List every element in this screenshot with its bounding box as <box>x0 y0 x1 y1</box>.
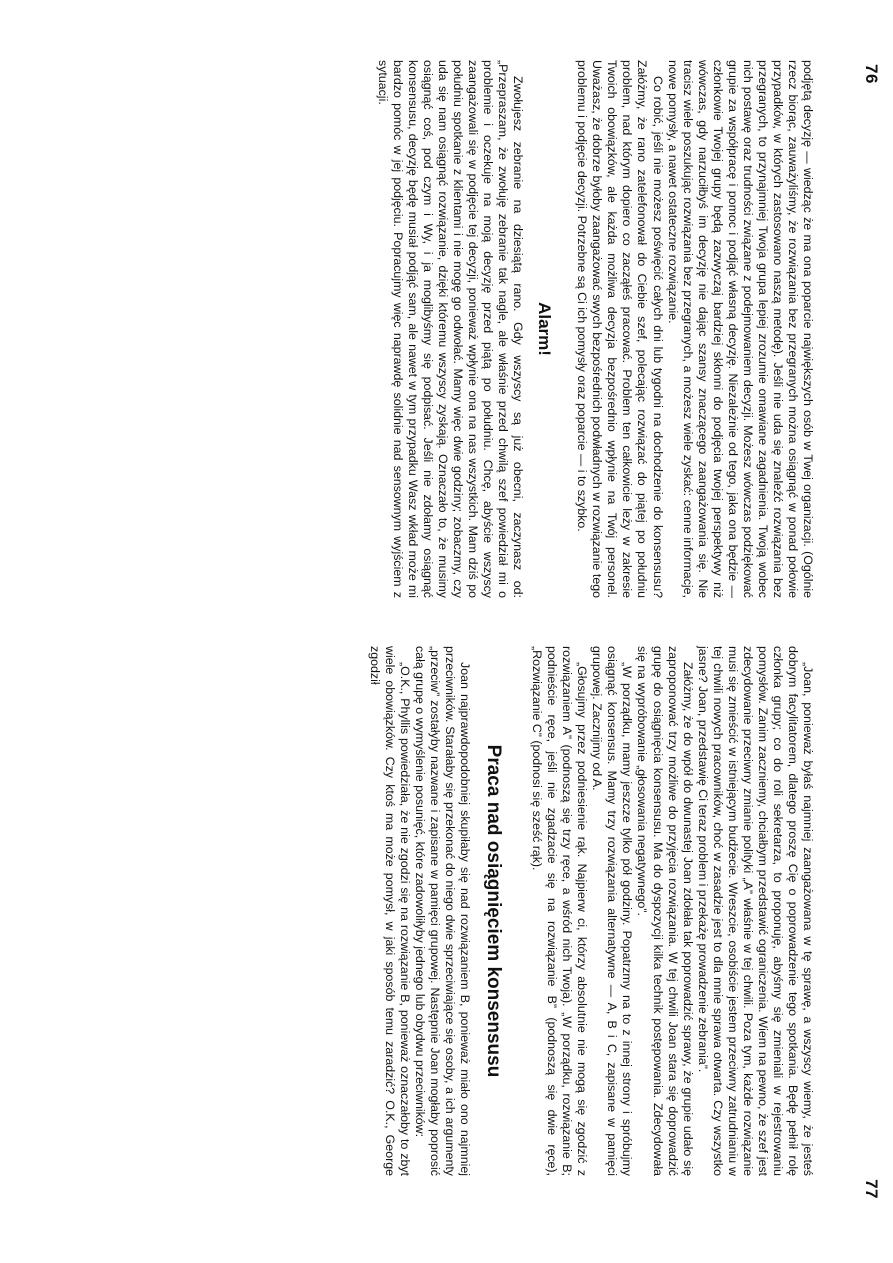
page-number-76: 76 <box>862 64 881 84</box>
paragraph: Joan najprawdopodobniej skupiłaby się nad rozwiązaniem B, ponieważ miało ono najmniej przeciwników. Starałaby się przekonać do niego dwie sprzeciwiające się osoby, a ich argumenty „przeciw” zostałyby nazwane i zapisane w pamięci grupowej. Następnie Joan mogłaby poprosić całą grupę o wymyślenie posunięć, które zadowoliłyby jednego lub obydwu przeciwników: <box>412 646 473 1176</box>
paragraph: „W porządku, mamy jeszcze tylko pół godziny. Popatrzmy na to z innej strony i spróbujmy osiągnąć konsensus. Mamy trzy rozwiązania alternatywne — A, B i C, zapisane w pamięci grupowej. Zacznijmy od A. <box>590 646 635 1176</box>
paragraph: Zwołujesz zebranie na dziesiątą rano. Gdy wszyscy są już obecni, zaczynasz od: „Przepraszam, że zwołuję zebranie tak nagle, ale właśnie przed chwilą szef powiedział mi o problemie i oczekuje na moją decyzję przed piątą po południu. Chcę, abyście wszyscy zaangażowali się w podjęcie tej decyzji, ponieważ wpłynie ona na nas wszystkich. Mam dziś po południu spotkanie z klientami i nie mogę go odwołać. Mamy więc dwie godziny; zobaczmy, czy uda się nam osiągnąć rozwiązanie, dzięki któremu wszyscy zyskają. Oznaczało to, że musimy osiągnąć coś, pod czym i Wy, i ja moglibyśmy się podpisać. Jeśli nie zdołamy osiągnąć konsensusu, decyzję będę musiał podjąć sam, ale nawet w tym przypadku Wasz wkład może mi bardzo pomóc w jej podjęciu. Popracujmy więc naprawdę solidnie nad sensownym wyjściem z sytuacji. <box>375 60 526 598</box>
paragraph: Co robić, jeśli nie możesz poświęcić całych dni lub tygodni na dochodzenie do konsensusu? Załóżmy, że rano zatelefonował do Ciebie szef, polecając rozwiązać do piątej po południu problem, nad którym dopiero co zacząłeś pracować. Problem ten całkowicie leży w zakresie Twoich obowiązków, ale każda możliwa decyzja bezpośrednio wpłynie na Twój personel. Uważasz, że dobrze byłoby zaangażować swych bezpośrednich podwładnych w rozwiązanie tego problemu i podjęcie decyzji. Potrzebne są Ci ich pomysły oraz poparcie — i to szybko. <box>575 60 665 598</box>
paragraph: podjętą decyzję — wiedząc że ma ona poparcie największych osób w Twej organizacji. (Ogólnie rzecz biorąc, zauważyliśmy, że rozwiązania bez przegranych można osiągnąć w ponad połowie przypadków, w których zastosowano naszą metodę). Jeśli nie uda się znaleźć rozwiązania bez przegranych, to przynajmniej Twoja grupa lepiej zrozumie omawiane zagadnienia. Twoją wobec nich postawę oraz trudności związane z podejmowaniem decyzji. Możesz wówczas podziękować grupie za współpracę i pomoc i podjąć własną decyzję. Niezależnie od tego, jaka ona będzie — członkowie Twojej grupy będą zazwyczaj bardziej skłonni do podjęcia twojej perspektywy niż wówczas, gdy narzuciłbyś im decyzję nie dając szansy znaczącego zaangażowania się. Nie tracisz wiele poszukując rozwiązania bez przegranych, a możesz wiele zyskać: cenne informacje, nowe pomysły, a nawet ostateczne rozwiązanie. <box>665 60 815 598</box>
section-heading-alarm: Alarm! <box>535 302 555 356</box>
right-page <box>0 632 893 1263</box>
right-page-text <box>367 646 815 1176</box>
section-heading-consensus: Praca nad osiągnięciem konsensusu <box>483 744 505 1078</box>
left-page <box>0 0 893 631</box>
paragraph: „Głosujmy przez podniesienie rąk. Najpierw ci, którzy absolutnie nie mogą się zgodzić z rozwiązaniem A” (podnoszą się trzy ręce, a wśród nich Twoja). „W porządku, rozwiązanie B; podnieście ręce, jeśli nie zgadzacie się na rozwiązanie B” (podnoszą się dwie ręce), „Rozwiązanie C” (podnosi się sześć rąk). <box>530 646 590 1176</box>
paragraph: „Joan, ponieważ byłaś najmniej zaangażowana w tę sprawę, a wszyscy wiemy, że jesteś dobrym facylitatorem, dlatego proszę Cię o poprowadzenie tego spotkania. Będę pełnił rolę członka grupy; co do roli sekretarza, to proponuję, abyśmy się zmieniali w rejestrowaniu pomysłów. Zanim zaczniemy, chciałbym przedstawić ograniczenia. Wiem na pewno, że szef jest zdecydowanie przeciwny zmianie polityki „A” właśnie w tej chwili. Poza tym, każde rozwiązanie musi się zmieścić w istniejącym budżecie. Wreszcie, osobiście jestem przeciwny zatrudnianiu w tej chwili nowych pracowników, choć w zasadzie jest to dla mnie sprawa otwarta. Czy wszystko jasne? Joan, przedstawię Ci teraz problem i przekażę prowadzenie zebrania”. <box>695 646 815 1176</box>
paragraph: „O.K., Phyllis powiedziała, że nie zgodzi się na rozwiązanie B, ponieważ oznaczałoby to zbyt wiele obowiązków. Czy ktoś ma może pomysł, w jaki sposób temu zaradzić? O.K., George zgodził <box>367 646 412 1176</box>
paragraph: Załóżmy, że do wpół do dwunastej Joan zdołała tak poprowadzić sprawy, że grupie udało się zaproponować trzy możliwe do przyjęcia rozwiązania. W tej chwili Joan stara się doprowadzić grupę do osiągnięcia konsensusu. Ma do dyspozycji kilka technik postępowania. Zdecydowała się na wypróbowanie „głosowania negatywnego”. <box>635 646 695 1176</box>
left-page-text <box>375 60 815 598</box>
page-number-77: 77 <box>862 1179 881 1199</box>
